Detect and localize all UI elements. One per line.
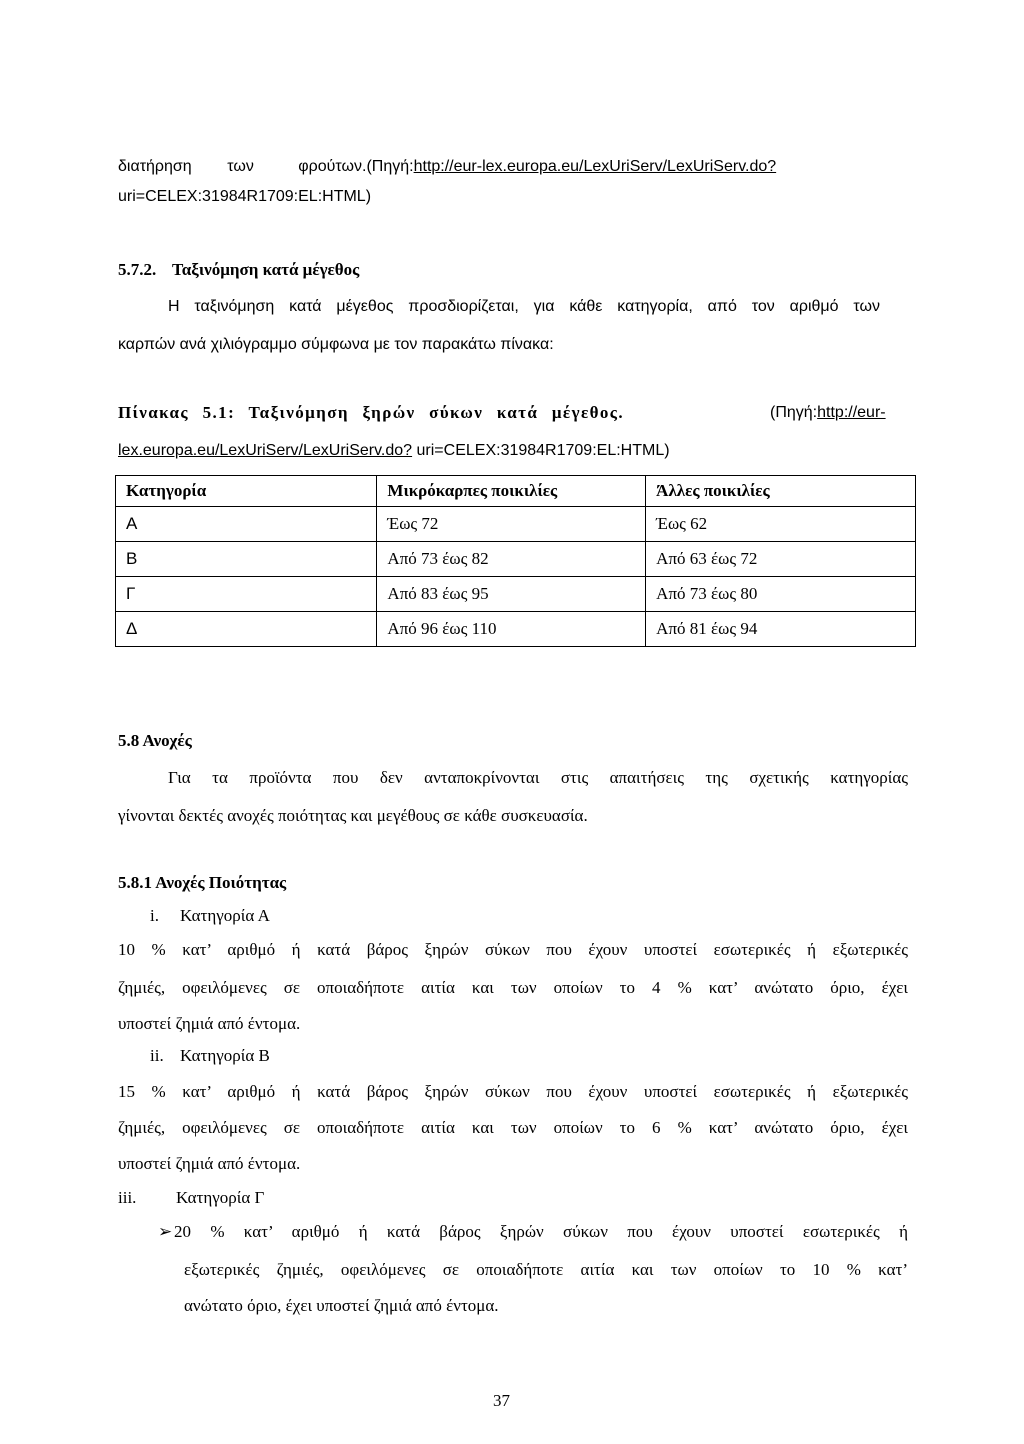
table-cell-small-fruit: Έως 72: [377, 507, 646, 542]
table-row: [116, 612, 916, 647]
table-cell-category: Β: [116, 542, 377, 577]
item-iii-marker: iii.: [118, 1188, 137, 1207]
intro-line-1: [118, 158, 776, 176]
size-classification-table: [115, 475, 916, 647]
table-caption-source-b: [118, 442, 670, 460]
table-cell-other: Από 81 έως 94: [646, 612, 916, 647]
intro-source-link[interactable]: http://eur-lex.europa.eu/LexUriServ/LexUriServ.do?: [413, 158, 777, 175]
table-row: [116, 507, 916, 542]
item-i-line-3: υποστεί ζημιά από έντομα.: [118, 1014, 301, 1033]
section-58-para-line-1: Για τα προϊόντα που δεν ανταποκρίνονται στις απαιτήσεις της σχετικής κατηγορίας: [168, 768, 908, 787]
table-cell-small-fruit: Από 96 έως 110: [377, 612, 646, 647]
item-iii-line-2: εξωτερικές ζημιές, οφειλόμενες σε οποιαδήποτε αιτία και των οποίων το 10 % κατ’: [184, 1260, 908, 1279]
item-ii-line-3: υποστεί ζημιά από έντομα.: [118, 1154, 301, 1173]
item-iii-title: Κατηγορία Γ: [176, 1188, 265, 1207]
item-ii-title: Κατηγορία Β: [180, 1046, 270, 1065]
table-cell-small-fruit: Από 73 έως 82: [377, 542, 646, 577]
table-header-row: [116, 476, 916, 507]
item-ii-line-1: 15 % κατ’ αριθμό ή κατά βάρος ξηρών σύκων που έχουν υποστεί εσωτερικές ή εξωτερικές: [118, 1082, 908, 1101]
section-572-para-line-1: Η ταξινόμηση κατά μέγεθος προσδιορίζεται, για κάθε κατηγορία, από τον αριθμό των: [168, 298, 880, 315]
section-572-title: Ταξινόμηση κατά μέγεθος: [172, 260, 360, 279]
table-caption-source-link-b[interactable]: lex.europa.eu/LexUriServ/LexUriServ.do?: [118, 442, 413, 459]
table-cell-other: Έως 62: [646, 507, 916, 542]
item-iii-line-1: 20 % κατ’ αριθμό ή κατά βάρος ξηρών σύκων που έχουν υποστεί εσωτερικές ή: [174, 1222, 908, 1241]
section-572-para-line-2: καρπών ανά χιλιόγραμμο σύμφωνα με τον παρακάτω πίνακα:: [118, 336, 554, 353]
table-caption-label: Πίνακας 5.1: Ταξινόμηση ξηρών σύκων κατά μέγεθος.: [118, 403, 624, 422]
section-572-number: 5.7.2.: [118, 260, 157, 279]
table-caption-source-link-a[interactable]: http://eur-: [817, 404, 886, 421]
table-cell-other: Από 73 έως 80: [646, 577, 916, 612]
intro-text: διατήρηση των φρούτων.(Πηγή:: [118, 158, 414, 175]
table-cell-small-fruit: Από 83 έως 95: [377, 577, 646, 612]
table-caption-source-rest: uri=CELEX:31984R1709:EL:HTML): [412, 442, 670, 459]
item-i-marker: i.: [150, 906, 159, 925]
item-iii-line-3: ανώτατο όριο, έχει υποστεί ζημιά από έντομα.: [184, 1296, 499, 1315]
arrow-bullet-icon: ➢: [158, 1222, 173, 1242]
item-ii-marker: ii.: [150, 1046, 164, 1065]
table-header-other: Άλλες ποικιλίες: [646, 476, 916, 507]
table-caption-source-a: [770, 404, 886, 422]
table-row: [116, 542, 916, 577]
table-header-small-fruit: Μικρόκαρπες ποικιλίες: [377, 476, 646, 507]
item-i-line-2: ζημιές, οφειλόμενες σε οποιαδήποτε αιτία και των οποίων το 4 % κατ’ ανώτατο όριο, έχει: [118, 978, 908, 997]
item-i-title: Κατηγορία Α: [180, 906, 270, 925]
section-58-heading: 5.8 Ανοχές: [118, 731, 192, 750]
section-58-para-line-2: γίνονται δεκτές ανοχές ποιότητας και μεγέθους σε κάθε συσκευασία.: [118, 806, 588, 825]
section-581-heading: 5.8.1 Ανοχές Ποιότητας: [118, 873, 287, 892]
table-cell-category: Δ: [116, 612, 377, 647]
page-number: 37: [493, 1391, 510, 1410]
item-i-line-1: 10 % κατ’ αριθμό ή κατά βάρος ξηρών σύκων που έχουν υποστεί εσωτερικές ή εξωτερικές: [118, 940, 908, 959]
item-ii-line-2: ζημιές, οφειλόμενες σε οποιαδήποτε αιτία και των οποίων το 6 % κατ’ ανώτατο όριο, έχει: [118, 1118, 908, 1137]
table-cell-category: Γ: [116, 577, 377, 612]
table-cell-other: Από 63 έως 72: [646, 542, 916, 577]
table-caption-source-prefix: (Πηγή:: [770, 404, 818, 421]
table-row: [116, 577, 916, 612]
table-header-category: Κατηγορία: [116, 476, 377, 507]
intro-line-2: uri=CELEX:31984R1709:EL:HTML): [118, 188, 372, 205]
table-cell-category: Α: [116, 507, 377, 542]
